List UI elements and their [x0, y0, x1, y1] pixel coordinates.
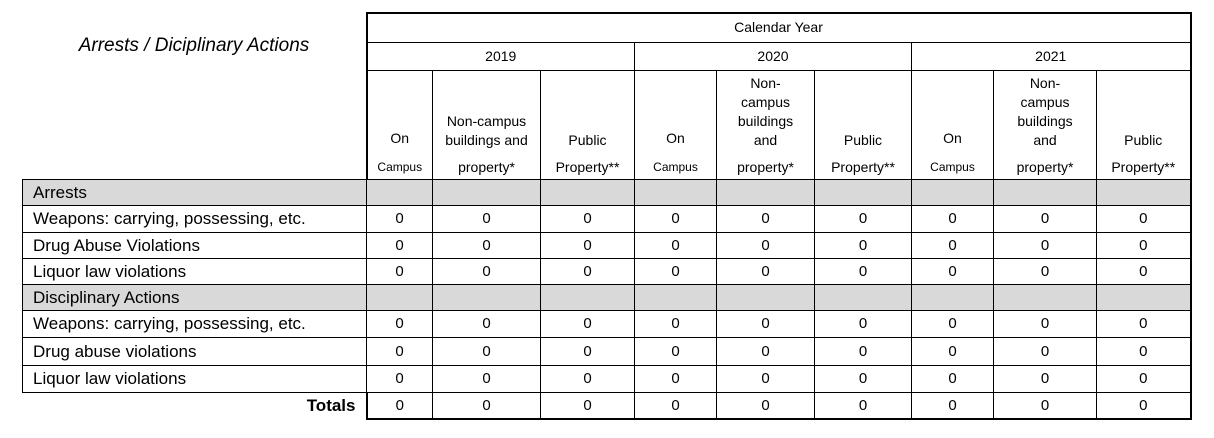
table-row — [23, 205, 1191, 232]
value-cell: 0 — [635, 205, 717, 232]
section-cell — [635, 179, 717, 205]
value-cell: 0 — [1097, 337, 1191, 365]
value-cell: 0 — [815, 232, 912, 258]
total-cell: 0 — [433, 392, 541, 419]
total-cell: 0 — [717, 392, 815, 419]
value-cell: 0 — [994, 365, 1097, 392]
value-cell: 0 — [717, 205, 815, 232]
value-cell: 0 — [635, 310, 717, 337]
value-cell: 0 — [717, 258, 815, 284]
section-cell — [541, 284, 635, 310]
col-header-bottom: Property** — [831, 158, 895, 175]
value-cell: 0 — [433, 205, 541, 232]
col-header-top: Non- campus buildings and — [737, 74, 794, 148]
year-header-2020: 2020 — [635, 42, 912, 70]
value-cell: 0 — [541, 337, 635, 365]
table-row — [23, 258, 1191, 284]
value-cell: 0 — [541, 365, 635, 392]
year-header-2019: 2019 — [367, 42, 635, 70]
section-row-disciplinary-actions — [23, 284, 1191, 310]
value-cell: 0 — [541, 232, 635, 258]
col-header-public-property — [541, 70, 635, 179]
col-header-public-property — [1097, 70, 1191, 179]
section-cell — [433, 284, 541, 310]
value-cell: 0 — [717, 337, 815, 365]
col-header-on-campus — [635, 70, 717, 179]
col-header-non-campus — [717, 70, 815, 179]
section-cell — [912, 179, 994, 205]
col-header-non-campus — [433, 70, 541, 179]
table-row — [23, 310, 1191, 337]
value-cell: 0 — [433, 258, 541, 284]
crime-stats-table-wrapper — [22, 12, 1192, 420]
total-cell: 0 — [994, 392, 1097, 419]
table-row — [23, 365, 1191, 392]
value-cell: 0 — [912, 205, 994, 232]
value-cell: 0 — [815, 205, 912, 232]
col-header-top: On — [666, 129, 685, 146]
table-row — [23, 337, 1191, 365]
section-cell — [433, 179, 541, 205]
row-label: Drug Abuse Violations — [23, 232, 367, 258]
row-label: Weapons: carrying, possessing, etc. — [23, 205, 367, 232]
section-cell — [717, 179, 815, 205]
value-cell: 0 — [433, 232, 541, 258]
value-cell: 0 — [717, 365, 815, 392]
total-cell: 0 — [541, 392, 635, 419]
table-row — [23, 232, 1191, 258]
value-cell: 0 — [433, 337, 541, 365]
crime-stats-table — [22, 12, 1192, 420]
col-header-bottom: property* — [1016, 158, 1074, 175]
value-cell: 0 — [367, 232, 433, 258]
value-cell: 0 — [433, 365, 541, 392]
value-cell: 0 — [912, 365, 994, 392]
col-header-top: On — [390, 129, 410, 146]
col-header-top: On — [943, 129, 962, 146]
value-cell: 0 — [635, 232, 717, 258]
totals-label: Totals — [306, 396, 356, 416]
col-header-bottom: property* — [458, 158, 515, 175]
value-cell: 0 — [635, 258, 717, 284]
total-cell: 0 — [367, 392, 433, 419]
calendar-year-header: Calendar Year — [367, 13, 1191, 42]
value-cell: 0 — [815, 337, 912, 365]
value-cell: 0 — [541, 258, 635, 284]
col-header-bottom: Property** — [1111, 158, 1176, 175]
total-cell: 0 — [635, 392, 717, 419]
total-cell: 0 — [815, 392, 912, 419]
value-cell: 0 — [912, 310, 994, 337]
section-cell — [367, 179, 433, 205]
value-cell: 0 — [1097, 365, 1191, 392]
value-cell: 0 — [367, 310, 433, 337]
col-header-top: Non-campus buildings and — [445, 112, 528, 148]
total-cell: 0 — [912, 392, 994, 419]
total-cell: 0 — [1097, 392, 1191, 419]
col-header-bottom: Campus — [653, 159, 698, 174]
col-header-top: Non- campus buildings and — [1017, 74, 1073, 148]
col-header-public-property — [815, 70, 912, 179]
value-cell: 0 — [635, 365, 717, 392]
value-cell: 0 — [994, 205, 1097, 232]
value-cell: 0 — [994, 310, 1097, 337]
section-label: Disciplinary Actions — [23, 284, 367, 310]
section-label: Arrests — [23, 179, 367, 205]
col-header-on-campus — [912, 70, 994, 179]
row-label: Liquor law violations — [23, 365, 367, 392]
value-cell: 0 — [912, 232, 994, 258]
value-cell: 0 — [433, 310, 541, 337]
value-cell: 0 — [994, 337, 1097, 365]
value-cell: 0 — [1097, 205, 1191, 232]
value-cell: 0 — [635, 337, 717, 365]
col-header-top: Public — [1124, 131, 1163, 148]
col-header-bottom: Campus — [930, 159, 975, 174]
value-cell: 0 — [815, 310, 912, 337]
section-cell — [635, 284, 717, 310]
section-cell — [367, 284, 433, 310]
value-cell: 0 — [994, 258, 1097, 284]
value-cell: 0 — [367, 337, 433, 365]
value-cell: 0 — [717, 232, 815, 258]
value-cell: 0 — [912, 337, 994, 365]
value-cell: 0 — [815, 365, 912, 392]
section-cell — [1097, 179, 1191, 205]
value-cell: 0 — [717, 310, 815, 337]
section-cell — [815, 179, 912, 205]
section-cell — [912, 284, 994, 310]
section-cell — [815, 284, 912, 310]
col-header-top: Public — [843, 131, 883, 148]
year-header-2021: 2021 — [912, 42, 1191, 70]
row-label: Weapons: carrying, possessing, etc. — [23, 310, 367, 337]
value-cell: 0 — [367, 258, 433, 284]
table-title: Arrests / Diciplinary Actions — [78, 35, 310, 56]
col-header-bottom: Property** — [555, 158, 620, 175]
section-cell — [717, 284, 815, 310]
section-cell — [994, 284, 1097, 310]
row-label: Liquor law violations — [23, 258, 367, 284]
value-cell: 0 — [815, 258, 912, 284]
col-header-bottom: Campus — [377, 159, 423, 174]
value-cell: 0 — [1097, 258, 1191, 284]
value-cell: 0 — [541, 310, 635, 337]
value-cell: 0 — [367, 365, 433, 392]
value-cell: 0 — [1097, 232, 1191, 258]
totals-row — [23, 392, 1191, 419]
value-cell: 0 — [912, 258, 994, 284]
col-header-non-campus — [994, 70, 1097, 179]
section-cell — [1097, 284, 1191, 310]
section-cell — [994, 179, 1097, 205]
col-header-bottom: property* — [737, 158, 794, 175]
value-cell: 0 — [367, 205, 433, 232]
value-cell: 0 — [541, 205, 635, 232]
col-header-on-campus — [367, 70, 433, 179]
row-label: Drug abuse violations — [23, 337, 367, 365]
section-row-arrests — [23, 179, 1191, 205]
value-cell: 0 — [1097, 310, 1191, 337]
value-cell: 0 — [994, 232, 1097, 258]
col-header-top: Public — [568, 131, 607, 148]
section-cell — [541, 179, 635, 205]
